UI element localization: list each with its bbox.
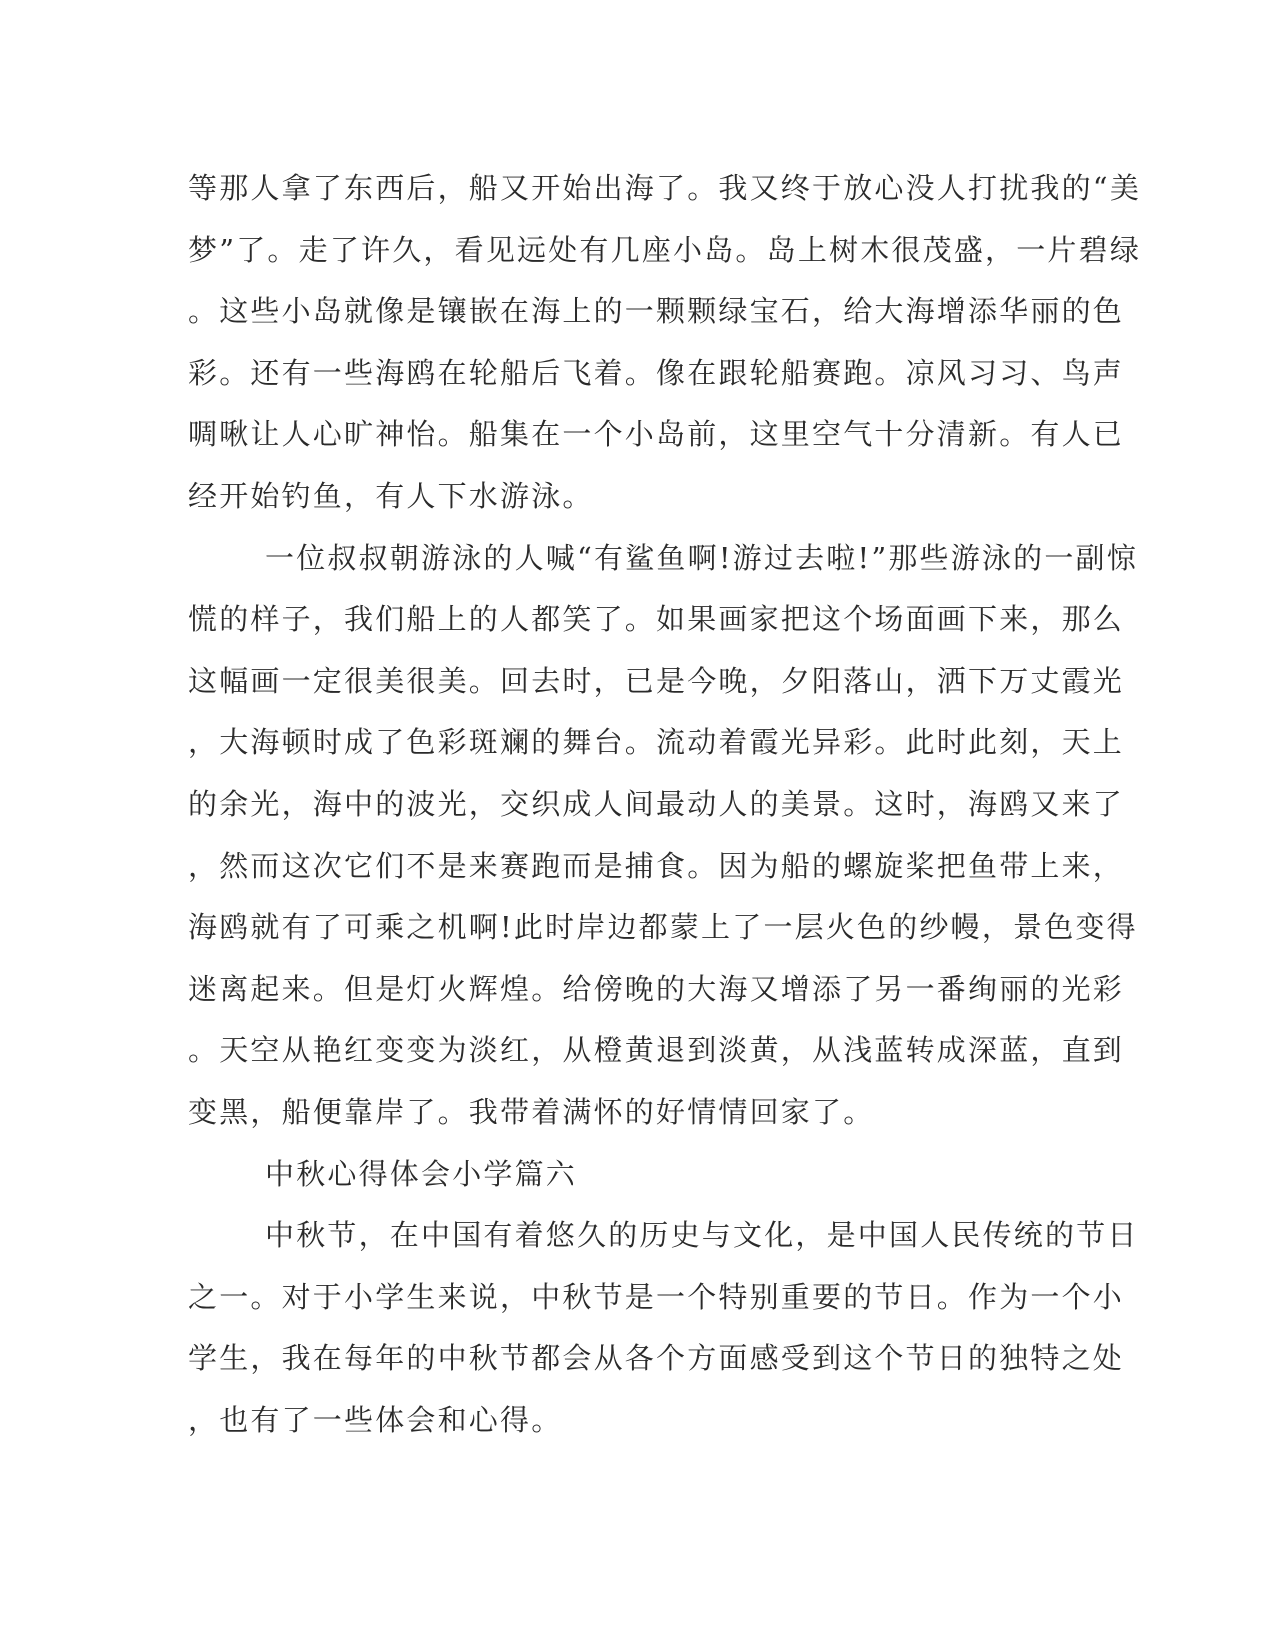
paragraph-1 — [188, 158, 1142, 528]
text-line: 。天空从艳红变变为淡红，从橙黄退到淡黄，从浅蓝转成深蓝，直到 — [188, 1033, 1125, 1068]
text-line: 学生，我在每年的中秋节都会从各个方面感受到这个节日的独特之处 — [188, 1341, 1125, 1376]
text-line: ，也有了一些体会和心得。 — [188, 1402, 563, 1437]
paragraph-2 — [188, 528, 1138, 1144]
text-line: 中秋节，在中国有着悠久的历史与文化，是中国人民传统的节日 — [265, 1218, 1139, 1253]
section-heading: 中秋心得体会小学篇六 — [265, 1156, 578, 1191]
text-line: 变黑，船便靠岸了。我带着满怀的好情情回家了。 — [188, 1094, 875, 1129]
text-line: ，然而这次它们不是来赛跑而是捕食。因为船的螺旋桨把鱼带上来， — [188, 848, 1125, 883]
text-line: 迷离起来。但是灯火辉煌。给傍晚的大海又增添了另一番绚丽的光彩 — [188, 971, 1125, 1006]
text-line: 彩。还有一些海鸥在轮船后飞着。像在跟轮船赛跑。凉风习习、鸟声 — [188, 355, 1125, 390]
text-line: 啁啾让人心旷神怡。船集在一个小岛前，这里空气十分清新。有人已 — [188, 417, 1125, 452]
text-line: 慌的样子，我们船上的人都笑了。如果画家把这个场面画下来，那么 — [188, 602, 1125, 637]
paragraph-3 — [188, 1205, 1139, 1451]
text-line: 经开始钓鱼，有人下水游泳。 — [188, 478, 594, 513]
text-line: 梦”了。走了许久，看见远处有几座小岛。岛上树木很茂盛，一片碧绿 — [188, 232, 1142, 267]
text-line: 。这些小岛就像是镶嵌在海上的一颗颗绿宝石，给大海增添华丽的色 — [188, 294, 1125, 329]
text-line: 的余光，海中的波光，交织成人间最动人的美景。这时，海鸥又来了 — [188, 786, 1125, 821]
text-line: 等那人拿了东西后，船又开始出海了。我又终于放心没人打扰我的“美 — [188, 171, 1142, 205]
text-line: 之一。对于小学生来说，中秋节是一个特别重要的节日。作为一个小 — [188, 1279, 1125, 1314]
text-line: 一位叔叔朝游泳的人喊“有鲨鱼啊!游过去啦!”那些游泳的一副惊 — [265, 540, 1138, 575]
text-line: 这幅画一定很美很美。回去时，已是今晚，夕阳落山，洒下万丈霞光 — [188, 663, 1125, 698]
text-line: ，大海顿时成了色彩斑斓的舞台。流动着霞光异彩。此时此刻，天上 — [188, 725, 1125, 760]
document-body — [188, 158, 1142, 1451]
text-line: 海鸥就有了可乘之机啊!此时岸边都蒙上了一层火色的纱幔，景色变得 — [188, 910, 1138, 945]
